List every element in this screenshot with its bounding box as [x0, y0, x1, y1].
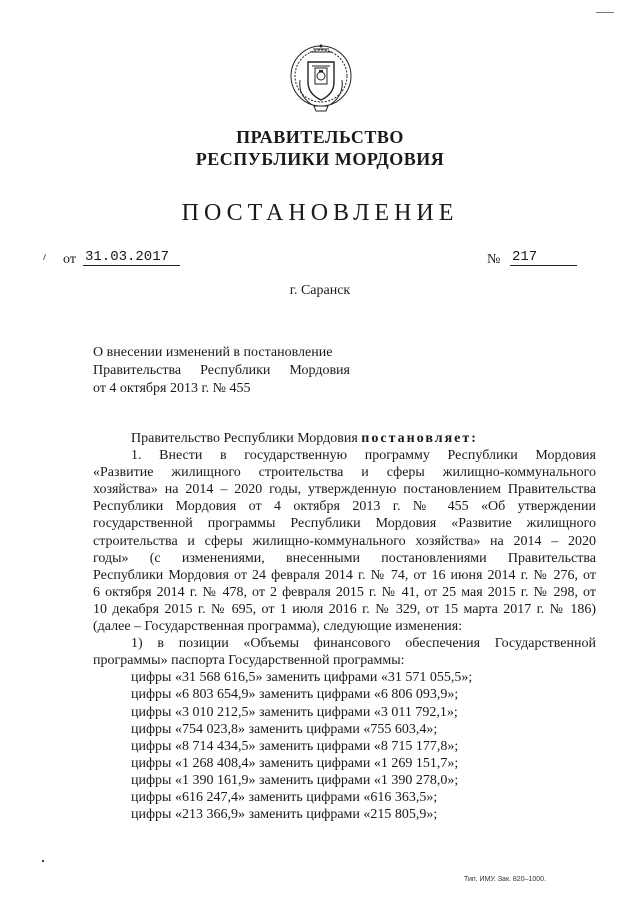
city: г. Саранск: [289, 283, 351, 298]
preamble-text: Правительство Республики Мордовия: [131, 431, 358, 446]
scan-dot: [42, 860, 44, 862]
subject-word: Республики: [200, 363, 271, 378]
date-label: от: [63, 252, 76, 267]
replacement-line: цифры «6 803 654,9» заменить цифрами «6 806 093,9»;: [131, 687, 459, 703]
paragraph-line: Республики Мордовия от 24 февраля 2014 г. № 74, от 16 июня 2014 г. № 276, от: [93, 567, 596, 583]
document-number: 217: [510, 249, 577, 266]
replacement-line: цифры «616 247,4» заменить цифрами «616 363,5»;: [131, 789, 438, 805]
subject-line: О внесении изменений в постановление: [93, 345, 333, 360]
subitem-line: программы» паспорта Государственной программы:: [93, 653, 405, 669]
print-note: Тип. ИМУ. Зак. 820–1000.: [464, 876, 546, 883]
government-title-line2: РЕСПУБЛИКИ МОРДОВИЯ: [195, 149, 445, 169]
replacement-line: цифры «31 568 616,5» заменить цифрами «31 571 055,5»;: [131, 670, 473, 686]
document-subject: [93, 344, 350, 398]
document-body: [93, 430, 596, 823]
document-date: 31.03.2017: [83, 249, 180, 266]
subject-line: от 4 октября 2013 г. № 455: [93, 381, 251, 396]
paragraph-line: 6 октября 2014 г. № 478, от 2 февраля 2015 г. № 41, от 25 мая 2015 г. № 298, от: [93, 584, 596, 600]
margin-mark: [43, 254, 46, 260]
paragraph-line: (далее – Государственная программа), следующие изменения:: [93, 619, 463, 635]
preamble-decree: постановляет:: [361, 431, 478, 446]
paragraph-line: строительства и сферы жилищно-коммунального хозяйства» на 2014 – 2020: [93, 533, 596, 549]
paragraph-line: годы» (с изменениями, внесенными постановлениями Правительства: [93, 550, 596, 566]
subject-word: Мордовия: [289, 363, 350, 378]
subject-line: [93, 362, 350, 380]
document-type: ПОСТАНОВЛЕНИЕ: [181, 200, 459, 226]
replacement-line: цифры «754 023,8» заменить цифрами «755 603,4»;: [131, 721, 438, 737]
subitem-line: 1) в позиции «Объемы финансового обеспечения Государственной: [131, 636, 596, 652]
number-label: №: [487, 252, 501, 267]
paragraph-line: хозяйства» на 2014 – 2020 годы, утвержденную постановлением Правительства: [93, 482, 596, 498]
scan-mark: [596, 12, 614, 13]
replacement-line: цифры «8 714 434,5» заменить цифрами «8 715 177,8»;: [131, 738, 459, 754]
subject-word: Правительства: [93, 363, 182, 378]
replacement-line: цифры «1 268 408,4» заменить цифрами «1 269 151,7»;: [131, 755, 459, 771]
paragraph-line: Республики Мордовия от 4 октября 2013 г. № 455 «Об утверждении: [93, 499, 596, 515]
coat-of-arms-icon: [286, 40, 356, 115]
paragraph-line: государственной программы Республики Мордовия «Развитие жилищного: [93, 516, 596, 532]
paragraph-line: «Развитие жилищного строительства и сферы жилищно-коммунального: [93, 465, 596, 481]
paragraph-line: 1. Внести в государственную программу Республики Мордовия: [131, 448, 596, 464]
government-title-line1: ПРАВИТЕЛЬСТВО: [236, 127, 404, 147]
replacement-line: цифры «3 010 212,5» заменить цифрами «3 011 792,1»;: [131, 704, 458, 720]
preamble: [93, 430, 596, 447]
replacement-line: цифры «213 366,9» заменить цифрами «215 805,9»;: [131, 807, 438, 823]
paragraph-line: 10 декабря 2015 г. № 695, от 1 июля 2016 г. № 329, от 15 марта 2017 г. № 186): [93, 601, 596, 617]
replacement-line: цифры «1 390 161,9» заменить цифрами «1 390 278,0»;: [131, 772, 459, 788]
